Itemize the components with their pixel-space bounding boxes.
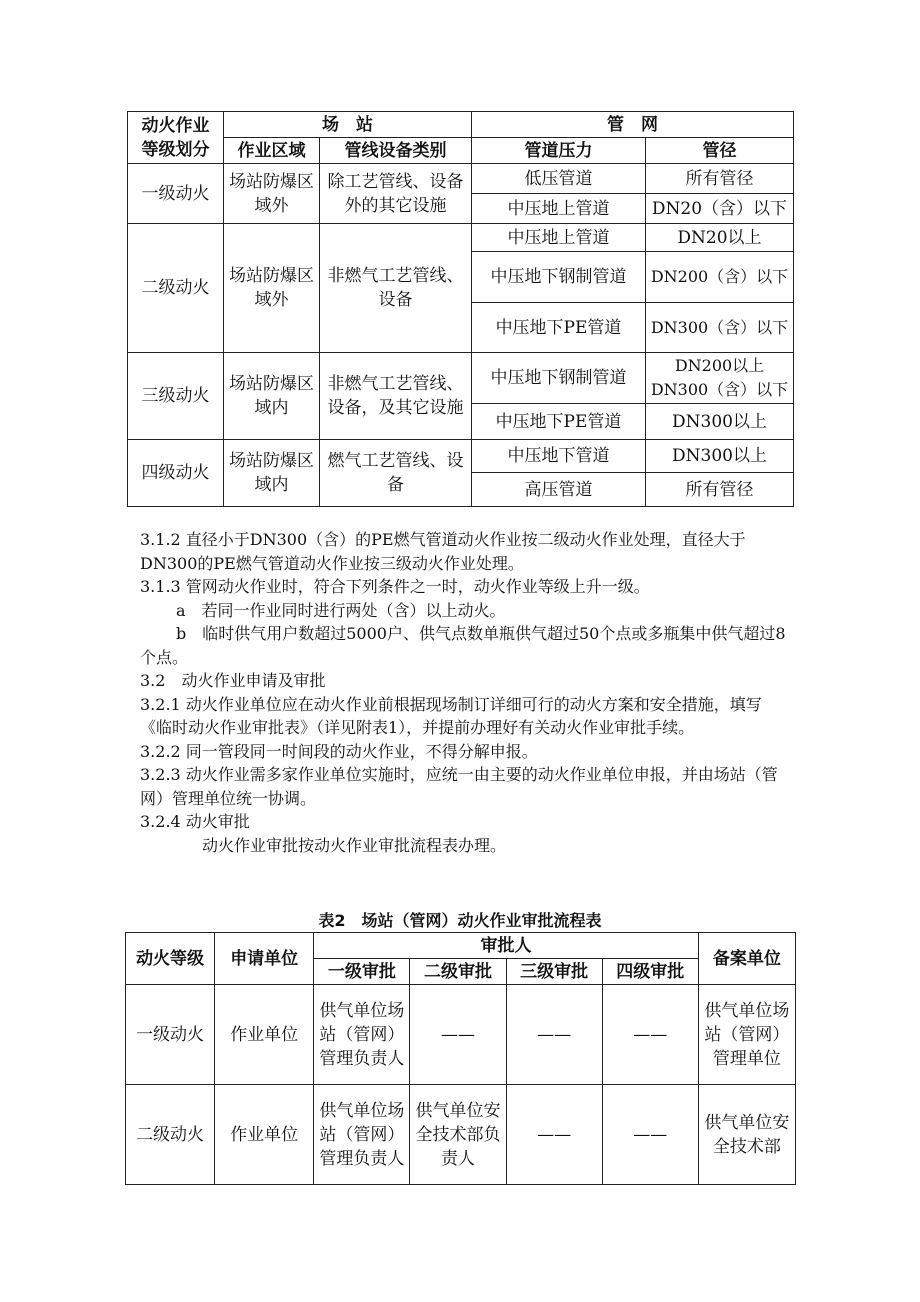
paragraph: 3.2 动火作业申请及审批 — [140, 671, 326, 690]
approval-3-cell: —— — [506, 1085, 602, 1185]
table-row — [126, 1085, 796, 1185]
equipment-cell: 非燃气工艺管线、设备 — [320, 224, 472, 353]
diameter-cell: DN20以上 — [646, 224, 794, 252]
header-equipment: 管线设备类别 — [320, 138, 472, 164]
paragraph: 3.2.2 同一管段同一时间段的动火作业，不得分解申报。 — [140, 741, 538, 761]
paragraph: 3.2.3 动火作业需多家作业单位实施时，应统一由主要的动火作业单位申报，并由场站（管网）管理单位统一协调。 — [140, 765, 778, 808]
header-level — [128, 112, 224, 164]
diameter-cell: 所有管径 — [646, 473, 794, 507]
equipment-cell: 非燃气工艺管线、设备，及其它设施 — [320, 353, 472, 440]
record-cell: 供气单位场站（管网）管理单位 — [698, 985, 795, 1085]
header-approval-4: 四级审批 — [602, 959, 698, 985]
level-cell: 一级动火 — [126, 985, 215, 1085]
approval-2-cell: 供气单位安全技术部负责人 — [410, 1085, 506, 1185]
paragraph: a 若同一作业同时进行两处（含）以上动火。 — [176, 600, 506, 620]
body-text — [140, 528, 790, 857]
pressure-cell: 中压地下钢制管道 — [472, 353, 646, 404]
table-row — [128, 224, 794, 252]
header-pressure: 管道压力 — [472, 138, 646, 164]
approval-4-cell: —— — [602, 1085, 698, 1185]
diameter-cell: DN300以上 — [646, 440, 794, 473]
diameter-cell: DN200（含）以下 — [646, 252, 794, 303]
approval-4-cell: —— — [602, 985, 698, 1085]
header-network: 管 网 — [472, 112, 794, 138]
table-row — [128, 440, 794, 473]
approval-2-cell: —— — [410, 985, 506, 1085]
diameter-cell: 所有管径 — [646, 164, 794, 194]
record-cell: 供气单位安全技术部 — [698, 1085, 795, 1185]
approval-1-cell: 供气单位场站（管网）管理负责人 — [314, 1085, 410, 1185]
pressure-cell: 高压管道 — [472, 473, 646, 507]
zone-cell: 场站防爆区域外 — [224, 224, 320, 353]
header-approval-2: 二级审批 — [410, 959, 506, 985]
header-station: 场 站 — [224, 112, 472, 138]
applicant-cell: 作业单位 — [215, 1085, 314, 1185]
header-approval-1: 一级审批 — [314, 959, 410, 985]
header-zone: 作业区域 — [224, 138, 320, 164]
header-level: 动火等级 — [126, 933, 215, 985]
level-cell: 三级动火 — [128, 353, 224, 440]
approval-1-cell: 供气单位场站（管网）管理负责人 — [314, 985, 410, 1085]
table-row — [128, 164, 794, 194]
zone-cell: 场站防爆区域内 — [224, 353, 320, 440]
pressure-cell: 中压地下钢制管道 — [472, 252, 646, 303]
approval-flow-table — [125, 932, 796, 1185]
equipment-cell: 除工艺管线、设备外的其它设施 — [320, 164, 472, 224]
header-applicant: 申请单位 — [215, 933, 314, 985]
paragraph: 3.2.1 动火作业单位应在动火作业前根据现场制订详细可行的动火方案和安全措施，填写《临时动火作业审批表》（详见附表1），并提前办理好有关动火作业审批手续。 — [140, 694, 762, 737]
diameter-cell: DN200以上DN300（含）以下 — [646, 353, 794, 404]
zone-cell: 场站防爆区域外 — [224, 164, 320, 224]
table-row — [126, 985, 796, 1085]
diameter-cell: DN300以上 — [646, 404, 794, 440]
pressure-cell: 中压地上管道 — [472, 224, 646, 252]
header-approval-3: 三级审批 — [506, 959, 602, 985]
header-record: 备案单位 — [698, 933, 795, 985]
applicant-cell: 作业单位 — [215, 985, 314, 1085]
paragraph: 3.1.2 直径小于DN300（含）的PE燃气管道动火作业按二级动火作业处理，直径大于DN300的PE燃气管道动火作业按三级动火作业处理。 — [140, 530, 746, 573]
approval-3-cell: —— — [506, 985, 602, 1085]
table-row — [128, 353, 794, 404]
pressure-cell: 中压地下管道 — [472, 440, 646, 473]
pressure-cell: 中压地下PE管道 — [472, 404, 646, 440]
level-cell: 一级动火 — [128, 164, 224, 224]
level-cell: 二级动火 — [128, 224, 224, 353]
diameter-cell: DN300（含）以下 — [646, 303, 794, 353]
paragraph: b 临时供气用户数超过5000户、供气点数单瓶供气超过50个点或多瓶集中供气超过8个点。 — [140, 624, 786, 667]
level-cell: 二级动火 — [126, 1085, 215, 1185]
paragraph: 3.2.4 动火审批 — [140, 812, 250, 831]
header-approver: 审批人 — [314, 933, 699, 959]
table-caption: 表2 场站（管网）动火作业审批流程表 — [318, 911, 602, 930]
pressure-cell: 中压地下PE管道 — [472, 303, 646, 353]
pressure-cell: 中压地上管道 — [472, 194, 646, 224]
diameter-cell: DN20（含）以下 — [646, 194, 794, 224]
paragraph: 动火作业审批按动火作业审批流程表办理。 — [202, 835, 507, 855]
header-level-line1: 动火作业 — [141, 115, 210, 136]
paragraph: 3.1.3 管网动火作业时，符合下列条件之一时，动火作业等级上升一级。 — [140, 577, 650, 596]
equipment-cell: 燃气工艺管线、设备 — [320, 440, 472, 507]
header-diameter: 管径 — [646, 138, 794, 164]
header-level-line2: 等级划分 — [141, 139, 210, 160]
pressure-cell: 低压管道 — [472, 164, 646, 194]
fire-work-level-table — [127, 111, 794, 507]
level-cell: 四级动火 — [128, 440, 224, 507]
zone-cell: 场站防爆区域内 — [224, 440, 320, 507]
